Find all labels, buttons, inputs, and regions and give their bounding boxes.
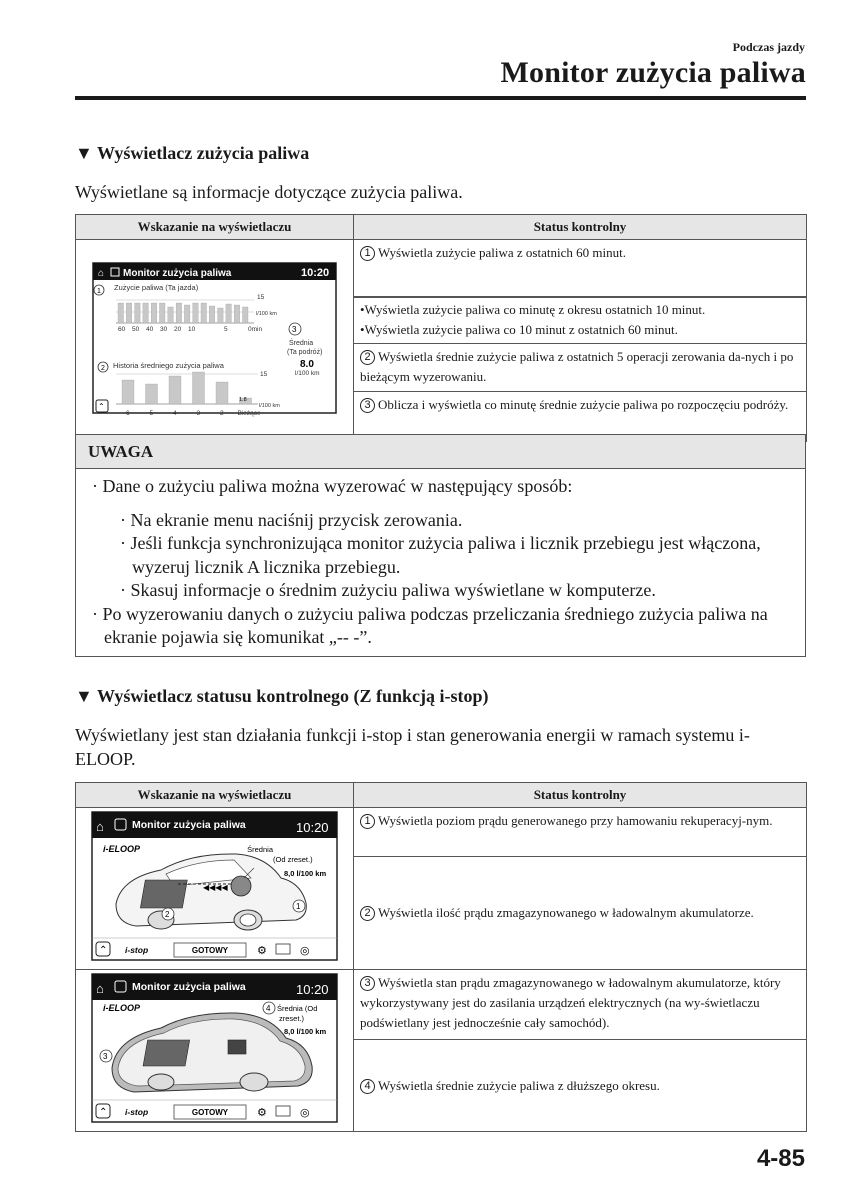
istop-status-row-2: [354, 856, 807, 969]
screen-title: Monitor zużycia paliwa: [123, 267, 232, 279]
status-rows-2-3: [354, 344, 807, 442]
home-icon: ⌂: [96, 981, 104, 996]
istop-num-4: 4: [360, 1079, 375, 1094]
chart2-bar: [216, 382, 228, 404]
chart1-bar: [226, 304, 232, 323]
status-num-2: 2: [360, 350, 375, 365]
chart2-tick: 3: [196, 409, 201, 417]
status-row-1: [354, 240, 807, 297]
chart1-bar: [160, 303, 166, 323]
chart2-bar: [146, 384, 158, 404]
chart2-tick: 6: [126, 409, 130, 417]
engine-icon: ⚙: [257, 1107, 267, 1119]
istop-num-2: 2: [360, 906, 375, 921]
screen1-avg-l2: (Od zreset.): [273, 855, 313, 864]
status-text-2: Wyświetla średnie zużycie paliwa z ostatnich 5 operacji zerowania da-nych i po bieżącym wyzerowaniu.: [360, 349, 794, 384]
status-num-1: 1: [360, 246, 375, 261]
chart1-bar: [151, 303, 157, 323]
callout-1-label: 1: [97, 287, 101, 295]
chevron-up-icon: ⌃: [98, 401, 105, 411]
callout-1-label: 1: [296, 902, 301, 911]
status-bullet-1a: •Wyświetla zużycie paliwa co minutę z okresu ostatnich 10 minut.: [360, 302, 706, 317]
screen2-avg-l1: Średnia (Od: [277, 1004, 318, 1013]
note-box: [75, 434, 806, 657]
status-text-3: Oblicza i wyświetla co minutę średnie zużycie paliwa po rozpoczęciu podróży.: [378, 397, 789, 412]
screen1-status: GOTOWY: [191, 946, 229, 955]
status-bullet-1b: •Wyświetla zużycie paliwa co 10 minut z ostatnich 60 minut.: [360, 322, 678, 337]
screen1-brand: i-ELOOP: [103, 844, 141, 854]
istop-text-3: Wyświetla stan prądu zmagazynowanego w ładowalnym akumulatorze, który wykorzystywany jest do zasilania urządzeń elektrycznych (na wy-świetlaczu podświetlany jest jednocześnie cały samochód).: [360, 975, 781, 1030]
istop-status-row-1: [354, 808, 807, 857]
screen2-brand: i-ELOOP: [103, 1003, 141, 1013]
callout-2-label: 2: [101, 364, 105, 372]
status-text-1: Wyświetla zużycie paliwa z ostatnich 60 minut.: [378, 245, 626, 260]
chart1-bar: [118, 303, 124, 323]
chart1-bar: [243, 307, 249, 323]
chart1-bar: [218, 308, 224, 323]
brake-icon: ◎: [300, 945, 310, 957]
note-subitem-3: · Skasuj informacje o średnim zużyciu paliwa wyświetlane w komputerze.: [120, 580, 656, 600]
callout-4-label: 4: [266, 1004, 271, 1013]
screen-time: 10:20: [301, 266, 330, 279]
callout-3-label: 3: [103, 1052, 108, 1061]
screen1-istop: i-stop: [125, 945, 149, 955]
section-intro-istop: Wyświetlany jest stan działania funkcji i-stop i stan generowania energii w ramach systemu i-ELOOP.: [75, 725, 750, 769]
chart1-bar: [143, 303, 149, 323]
note-subitem-2: · Jeśli funkcja synchronizująca monitor zużycia paliwa i licznik przebiegu jest włączona, wyzeruj licznik A licznika przebiegu.: [120, 533, 761, 577]
screen2-istop: i-stop: [125, 1107, 149, 1117]
screen2-avg-l2: zreset.): [279, 1014, 305, 1023]
istop-table: [75, 782, 807, 1132]
home-icon: ⌂: [98, 267, 105, 279]
chevron-up-icon: ⌃: [99, 945, 108, 956]
chart1-ymax: 15: [257, 293, 265, 301]
istop-text-4: Wyświetla średnie zużycie paliwa z dłuższego okresu.: [378, 1077, 660, 1093]
home-icon: ⌂: [96, 819, 104, 834]
note-item-2: · Po wyzerowaniu danych o zużyciu paliwa podczas przeliczania średniego zużycia paliwa na ekranie pojawia się komunikat „-- -”.: [92, 603, 768, 647]
screen2-status: GOTOWY: [191, 1108, 229, 1117]
fuel-screen-cell: [76, 240, 354, 442]
avg-label-2: (Ta podróż): [287, 348, 323, 356]
chart1-bar: [176, 303, 182, 323]
screen2-time: 10:20: [296, 982, 329, 997]
chart1-bar: [126, 303, 132, 323]
col-header-status-2: Status kontrolny: [354, 783, 807, 808]
chart2-unit: l/100 km: [259, 402, 280, 409]
istop-text-1: Wyświetla poziom prądu generowanego przy hamowaniu rekuperacyj-nym.: [378, 813, 773, 828]
istop-screen-cell-1: [76, 808, 354, 970]
section-heading-fuel-display: ▼ Wyświetlacz zużycia paliwa: [75, 143, 310, 163]
chart2-ymax: 15: [260, 370, 268, 378]
chart2-tick: 2: [220, 409, 224, 417]
chart2-tick: 4: [173, 409, 177, 417]
chart1-tick: 30: [160, 325, 168, 333]
col-header-status: Status kontrolny: [354, 215, 807, 240]
screen2-title: Monitor zużycia paliwa: [132, 981, 246, 993]
istop-num-3: 3: [360, 976, 375, 991]
header-rule: [75, 96, 806, 100]
chevron-up-icon: ⌃: [99, 1107, 108, 1118]
avg-label-1: Średnia: [289, 339, 314, 347]
chart1-bar: [184, 305, 190, 323]
engine-icon: ⚙: [257, 945, 267, 957]
chart1-label: Zużycie paliwa (Ta jazda): [114, 282, 199, 292]
fuel-monitor-screen: [76, 250, 354, 426]
chart2-bar: [122, 380, 134, 404]
device-block: [228, 1040, 246, 1054]
section-heading-istop: ▼ Wyświetlacz statusu kontrolnego (Z funkcją i-stop): [75, 686, 489, 706]
page-number: 4-85: [756, 1145, 805, 1172]
col-header-display-2: Wskazanie na wyświetlaczu: [76, 783, 354, 808]
screen2-avg-value: 8,0 l/100 km: [284, 1027, 327, 1036]
istop-screen-1: [76, 808, 354, 963]
section-intro-fuel-display: Wyświetlane są informacje dotyczące zużycia paliwa.: [75, 182, 463, 202]
avg-unit: l/100 km: [295, 369, 320, 377]
chart2-tick: 5: [149, 409, 154, 417]
note-title: UWAGA: [76, 435, 805, 469]
note-item-1: · Dane o zużyciu paliwa można wyzerować w następujący sposób:: [92, 476, 573, 496]
chart1-bar: [209, 306, 215, 323]
chart2-current-value: 1.8: [239, 396, 247, 403]
istop-screen-cell-2: [76, 970, 354, 1132]
istop-text-2: Wyświetla ilość prądu zmagazynowanego w ładowalnym akumulatorze.: [378, 904, 754, 920]
screen1-avg-value: 8,0 l/100 km: [284, 869, 327, 878]
flow-arrows: ◀◀◀◀: [203, 883, 228, 892]
chart1-tick: 20: [174, 325, 182, 333]
chart1-tick: 10: [188, 325, 196, 333]
istop-status-row-3: [354, 970, 807, 1040]
chart1-bar: [201, 303, 207, 323]
chart2-bar: [169, 376, 181, 404]
chart1-unit: l/100 km: [256, 310, 277, 317]
istop-status-row-4: [354, 1040, 807, 1132]
callout-2-label: 2: [165, 910, 170, 919]
screen1-time: 10:20: [296, 820, 329, 835]
battery-block: [143, 1040, 190, 1066]
callout-3-label: 3: [292, 324, 297, 334]
chart2-bar: [193, 372, 205, 404]
chart1-tick: 60: [118, 325, 126, 333]
avg-value: 8.0: [300, 358, 314, 370]
chart1-bar: [168, 307, 174, 323]
fuel-display-table: [75, 214, 807, 442]
note-subitem-1: · Na ekranie menu naciśnij przycisk zerowania.: [120, 509, 463, 530]
chart1-bar: [234, 305, 240, 323]
col-header-display: Wskazanie na wyświetlaczu: [76, 215, 354, 240]
screen1-title: Monitor zużycia paliwa: [132, 819, 246, 831]
chart2-label: Historia średniego zużycia paliwa: [113, 360, 224, 370]
status-row-1-cont: [354, 297, 807, 344]
istop-screen-2: [76, 970, 354, 1125]
screen1-avg-l1: Średnia: [247, 845, 273, 854]
chart2-tick: Bieżące: [237, 409, 261, 417]
chart1-tick: 40: [146, 325, 154, 333]
chart1-tick: 5: [224, 325, 228, 333]
running-header: Podczas jazdy: [732, 40, 805, 54]
chart1-tick: 0min: [248, 325, 263, 333]
page-title: Monitor zużycia paliwa: [500, 56, 806, 89]
chart1-bar: [135, 303, 141, 323]
istop-num-1: 1: [360, 814, 375, 829]
status-num-3: 3: [360, 398, 375, 413]
brake-icon: ◎: [300, 1107, 310, 1119]
chart1-bar: [193, 303, 199, 323]
chart1-tick: 50: [132, 325, 140, 333]
